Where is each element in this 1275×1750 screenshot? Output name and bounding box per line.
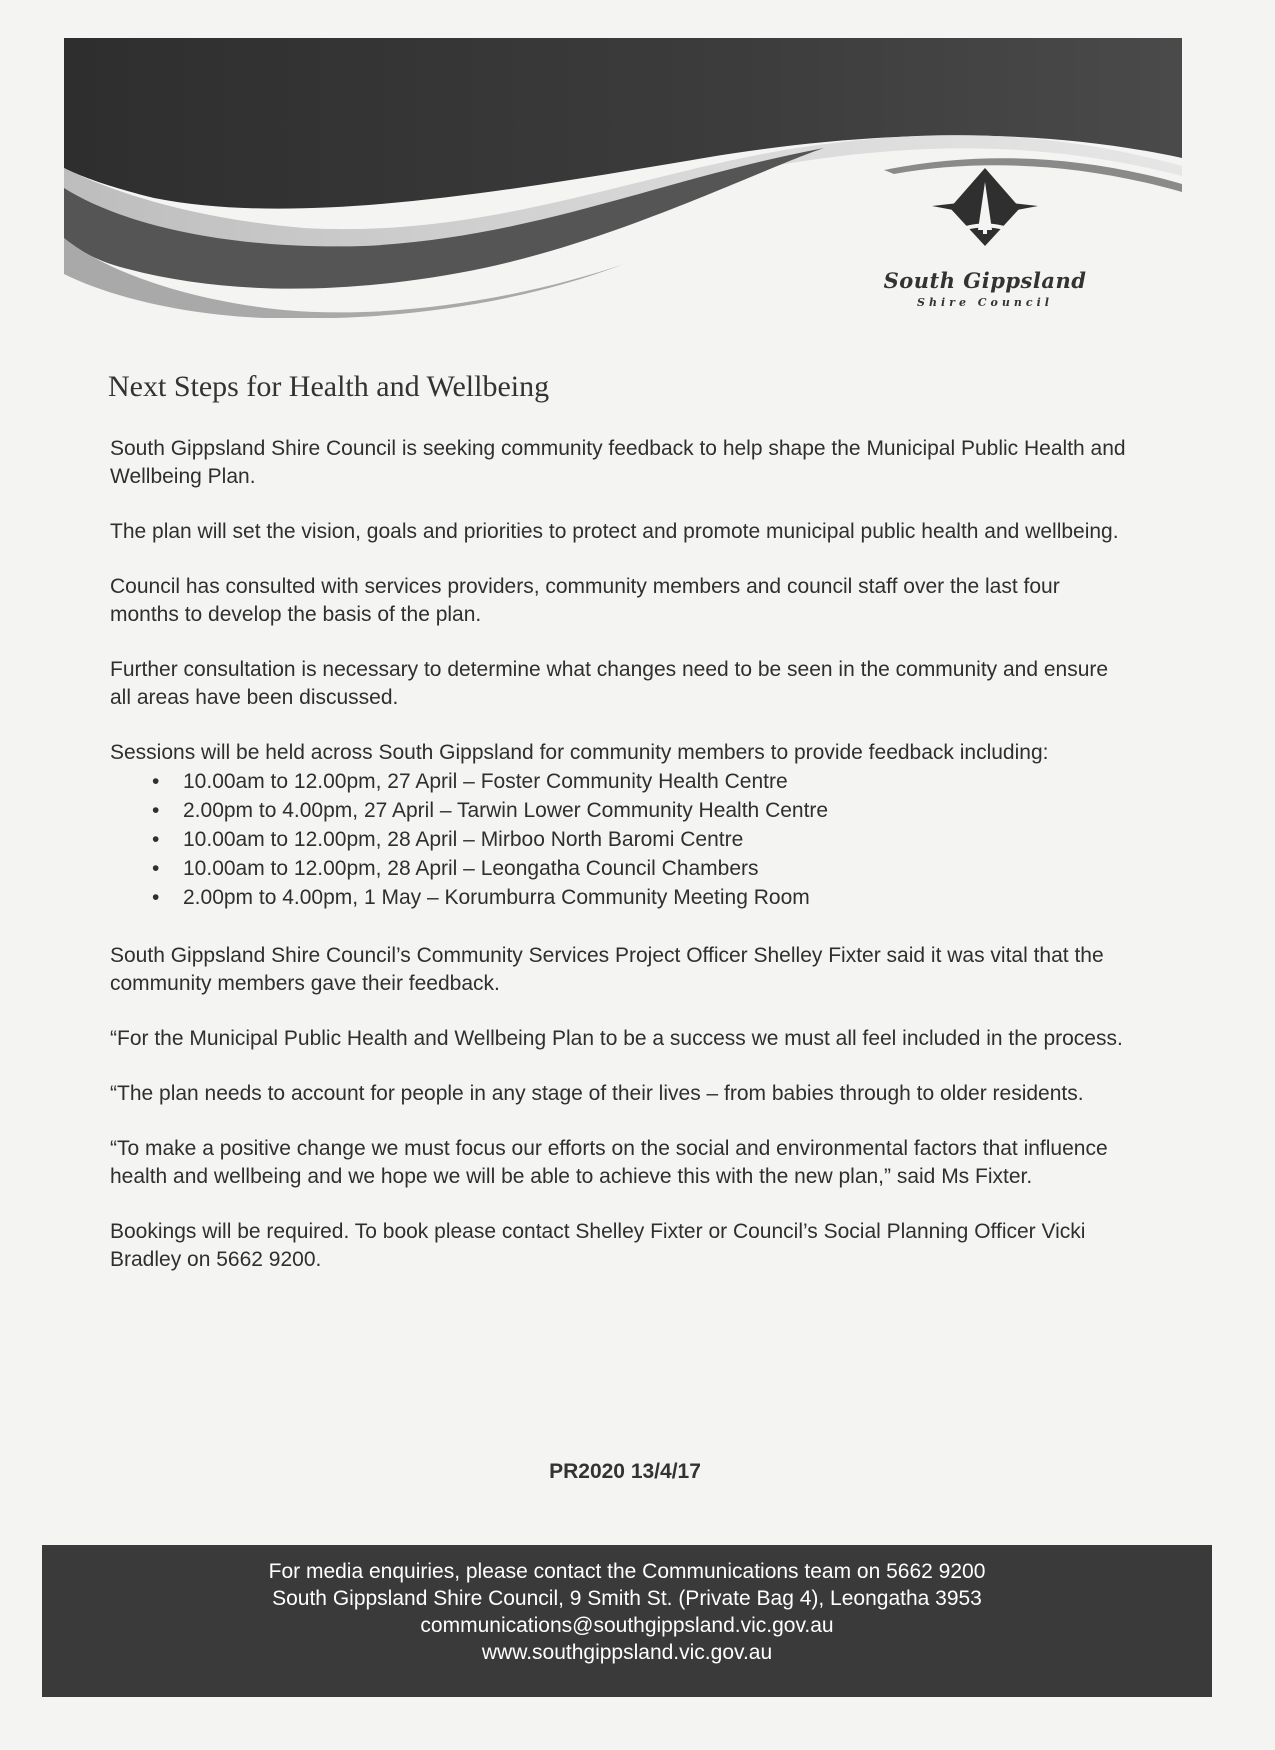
bullet-icon: • bbox=[152, 857, 160, 880]
bullet-icon: • bbox=[152, 886, 160, 909]
list-item: • 10.00am to 12.00pm, 28 April – Mirboo North Baromi Centre bbox=[110, 825, 1130, 854]
logo-council-subtitle: Shire Council bbox=[917, 296, 1053, 309]
paragraph-quote-2: “The plan needs to account for people in any stage of their lives – from babies through to older residents. bbox=[110, 1082, 1084, 1105]
paragraph-bookings: Bookings will be required. To book please contact Shelley Fixter or Council’s Social Planning Officer Vicki Bradley on 5662 9200. bbox=[110, 1220, 1086, 1271]
council-logo bbox=[870, 160, 1100, 320]
council-emblem-icon bbox=[870, 160, 1100, 270]
page-title: Next Steps for Health and Wellbeing bbox=[108, 370, 550, 403]
footer-contact-bar bbox=[42, 1545, 1212, 1697]
bullet-icon: • bbox=[152, 799, 160, 822]
paragraph-quote-3: “To make a positive change we must focus our efforts on the social and environmental factors that influence health and wellbeing and we hope we will be able to achieve this with the new plan,” said Ms Fixter. bbox=[110, 1137, 1108, 1188]
footer-address: South Gippsland Shire Council, 9 Smith St. (Private Bag 4), Leongatha 3953 bbox=[272, 1587, 982, 1610]
footer-email-link[interactable]: communications@southgippsland.vic.gov.au bbox=[420, 1614, 834, 1637]
bullet-icon: • bbox=[152, 828, 160, 851]
paragraph-intro: South Gippsland Shire Council is seeking community feedback to help shape the Municipal Public Health and Wellbeing Plan. bbox=[110, 437, 1126, 488]
footer-media-enquiries: For media enquiries, please contact the Communications team on 5662 9200 bbox=[268, 1560, 986, 1583]
paragraph-consultation: Council has consulted with services providers, community members and council staff over the last four months to develop the basis of the plan. bbox=[110, 575, 1060, 626]
logo-council-name: South Gippsland bbox=[883, 268, 1087, 293]
paragraph-further-consultation: Further consultation is necessary to determine what changes need to be seen in the community and ensure all areas have been discussed. bbox=[110, 658, 1109, 709]
article-body bbox=[110, 435, 1130, 1301]
list-item: • 10.00am to 12.00pm, 28 April – Leongatha Council Chambers bbox=[110, 854, 1130, 883]
footer-website-link[interactable]: www.southgippsland.vic.gov.au bbox=[481, 1641, 773, 1664]
press-release-reference: PR2020 13/4/17 bbox=[549, 1460, 701, 1483]
paragraph-officer-statement: South Gippsland Shire Council’s Community Services Project Officer Shelley Fixter said it was vital that the community members gave their feedback. bbox=[110, 944, 1104, 995]
paragraph-plan-vision: The plan will set the vision, goals and priorities to protect and promote municipal public health and wellbeing. bbox=[110, 520, 1119, 543]
paragraph-sessions-intro: Sessions will be held across South Gippsland for community members to provide feedback including: bbox=[110, 741, 1049, 764]
list-item: • 2.00pm to 4.00pm, 27 April – Tarwin Lower Community Health Centre bbox=[110, 796, 1130, 825]
bullet-icon: • bbox=[152, 770, 160, 793]
sessions-list bbox=[110, 767, 1130, 912]
list-item: • 2.00pm to 4.00pm, 1 May – Korumburra Community Meeting Room bbox=[110, 883, 1130, 912]
list-item: • 10.00am to 12.00pm, 27 April – Foster Community Health Centre bbox=[110, 767, 1130, 796]
paragraph-quote-1: “For the Municipal Public Health and Wellbeing Plan to be a success we must all feel included in the process. bbox=[110, 1027, 1123, 1050]
